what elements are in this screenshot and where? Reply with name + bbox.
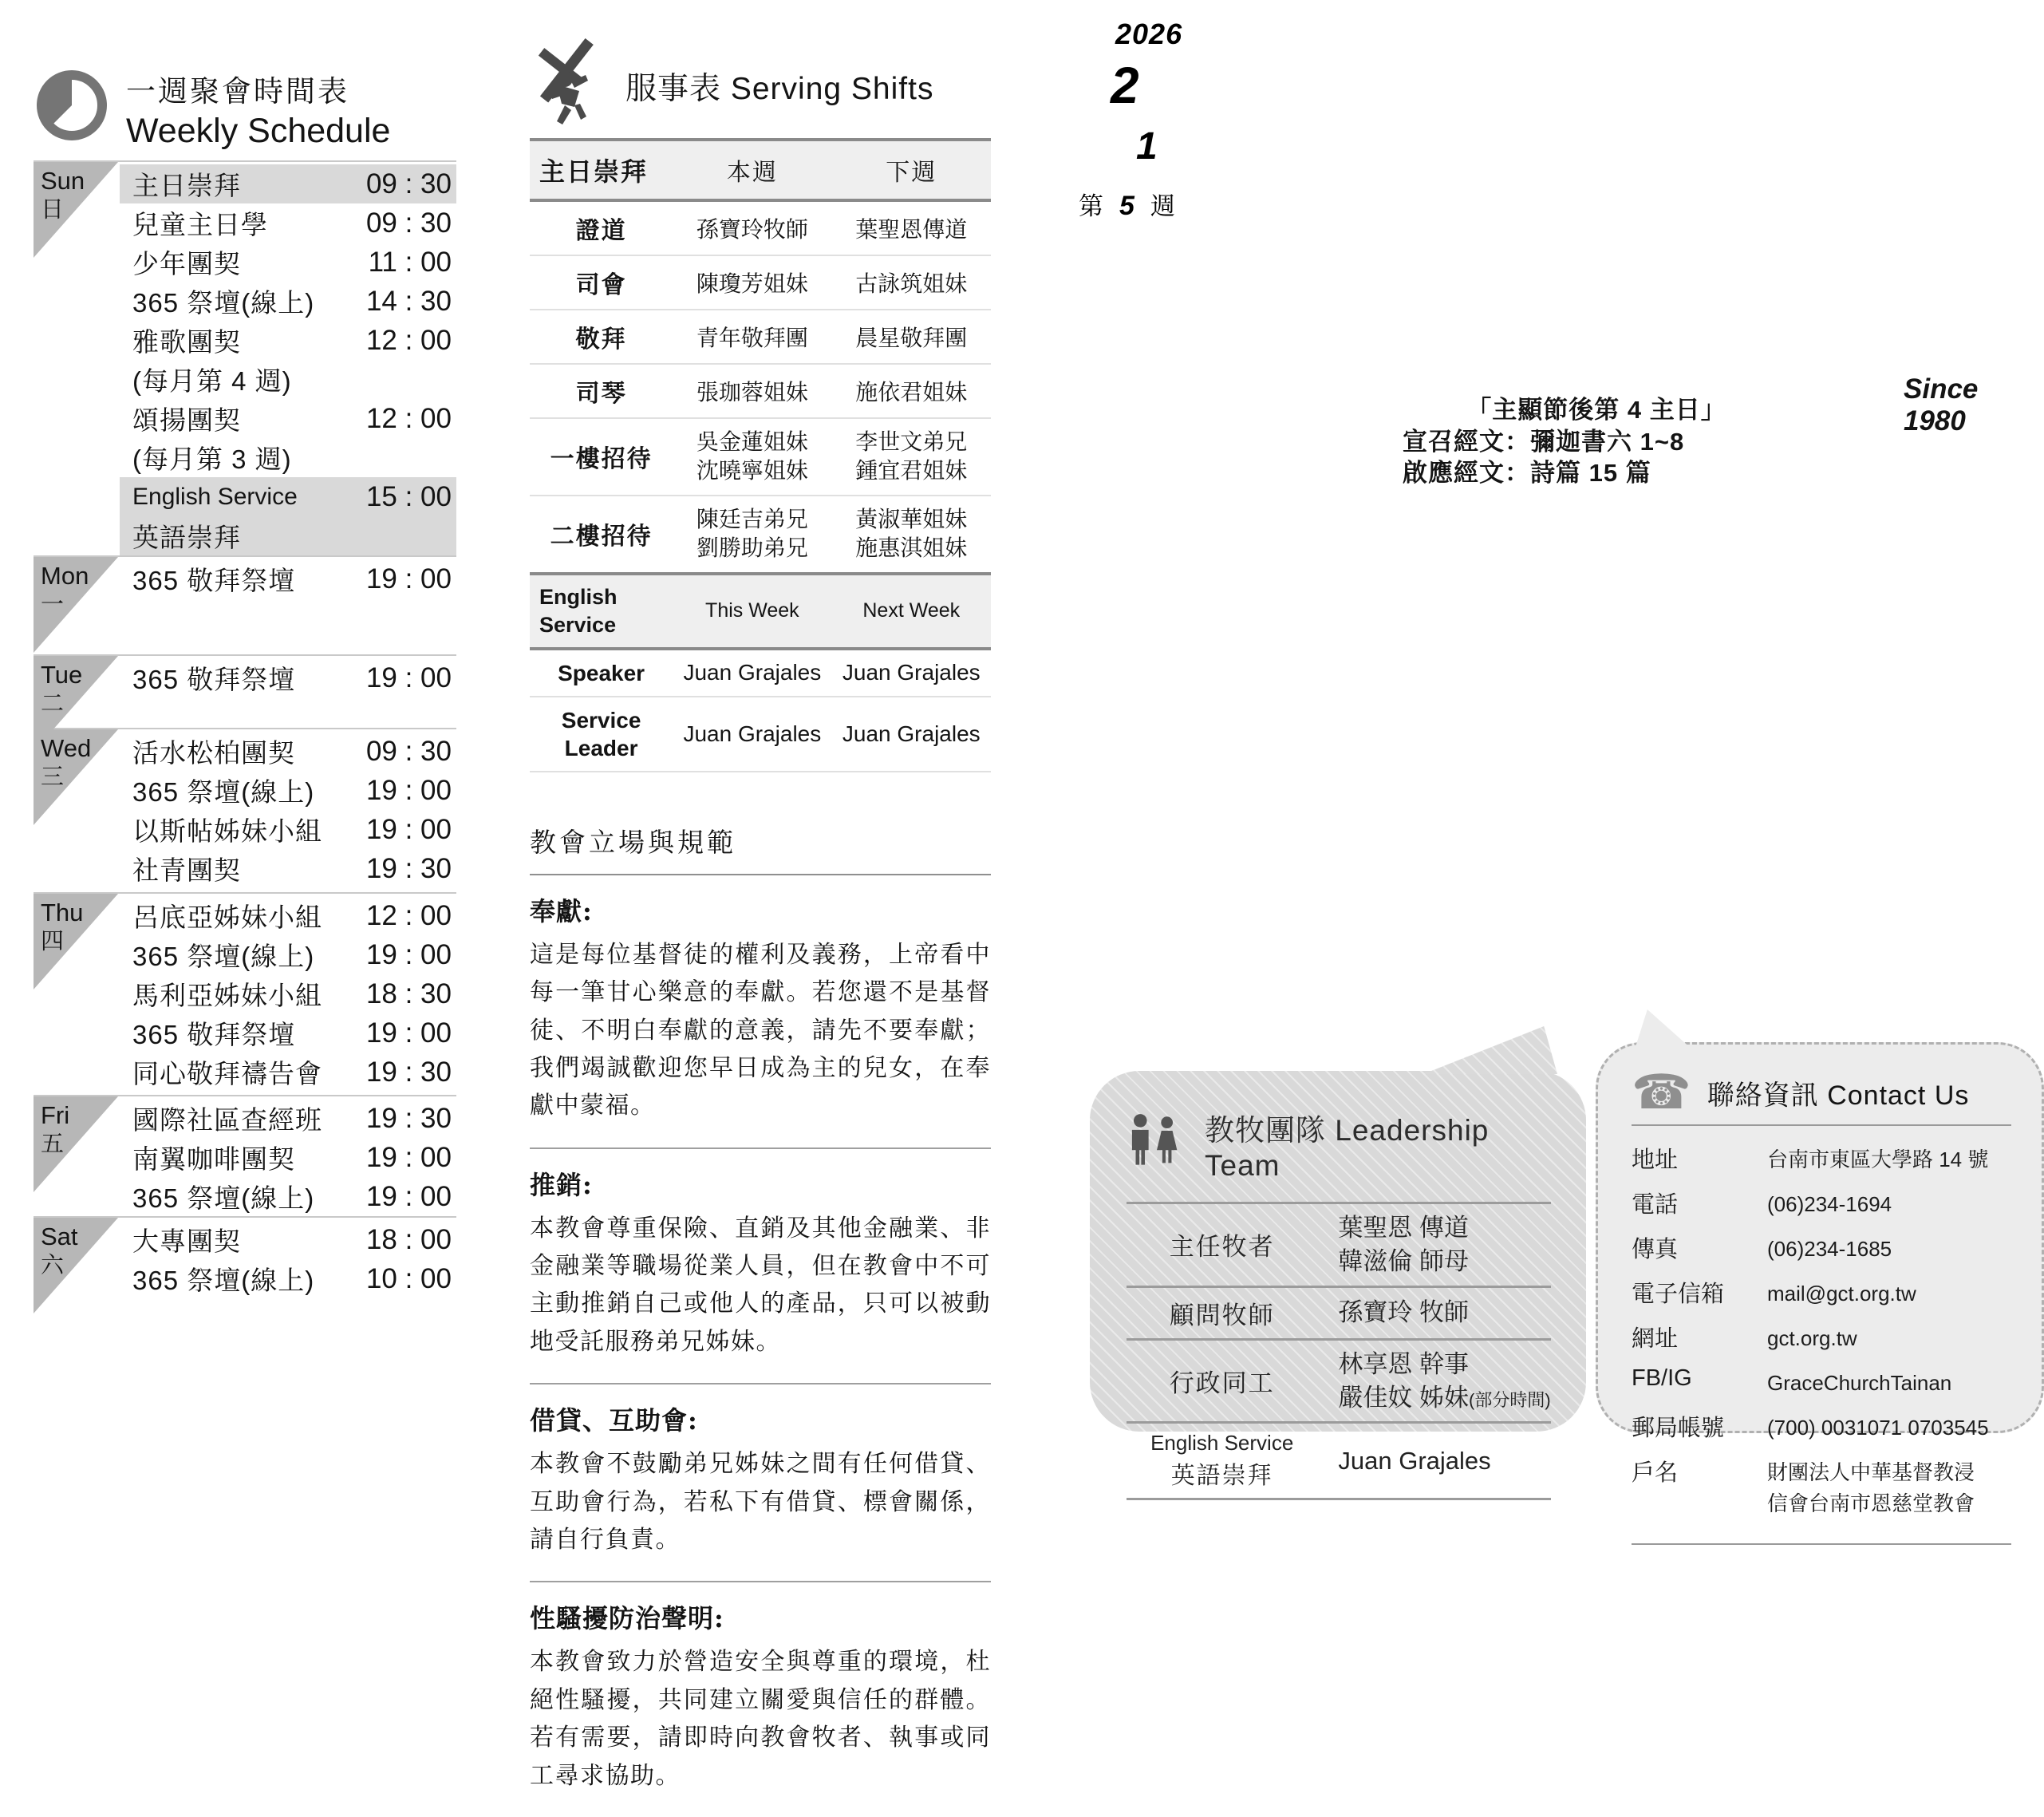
contact-row-website	[1632, 1321, 2011, 1354]
shift-this-week: 孫寶玲牧師	[673, 200, 831, 255]
weekly-day-wed	[34, 728, 456, 892]
item-time: 19 : 00	[365, 774, 452, 806]
day-abbr: Wed	[41, 734, 92, 762]
contact-row-fax	[1632, 1231, 2011, 1265]
contact-label: 電子信箱	[1632, 1282, 1725, 1307]
item-time: 12 : 00	[365, 899, 452, 931]
weekly-day-tue	[34, 654, 456, 728]
shift-next-week: 施依君姐妹	[832, 364, 991, 418]
shifts-header-next-week: 下週	[832, 140, 991, 200]
leadership-names	[1317, 1339, 1551, 1423]
table-row	[530, 418, 991, 496]
contact-label: FB/IG	[1632, 1365, 1692, 1391]
shifts-header-this-week: 本週	[673, 140, 831, 200]
weekly-schedule-header	[34, 67, 456, 151]
leadership-names: 孫寶玲 牧師	[1317, 1286, 1551, 1339]
contact-row-phone	[1632, 1187, 2011, 1220]
day-zh: 二	[41, 691, 65, 717]
policy-offering	[530, 875, 991, 1149]
schedule-item	[120, 1138, 456, 1177]
serving-shifts-title: 服事表 Serving Shifts	[625, 71, 934, 106]
weekly-title-zh: 一週聚會時間表	[126, 75, 349, 108]
table-row	[1127, 1423, 1551, 1499]
day-abbr: Tue	[41, 661, 83, 689]
schedule-item	[120, 1099, 456, 1138]
person-name: 劉勝助弟兄	[696, 535, 808, 561]
shift-role: Speaker	[530, 649, 673, 697]
item-name: 南翼咖啡團契	[132, 1144, 295, 1174]
item-name: 大專團契	[132, 1226, 241, 1256]
week-number: 5	[1119, 191, 1134, 221]
table-row	[1127, 1339, 1551, 1423]
item-name: 365 敬拜祭壇	[132, 1020, 296, 1049]
policy-body: 本教會不鼓勵弟兄姊妹之間有任何借貸、互助會行為，若私下有借貸、標會關係，請自行負責。	[530, 1450, 991, 1554]
schedule-item	[120, 849, 456, 888]
item-name: 365 祭壇(線上)	[132, 288, 315, 318]
day-label-wed	[34, 729, 120, 892]
table-row	[530, 697, 991, 772]
item-time: 11 : 00	[368, 246, 452, 278]
day-zh: 三	[41, 764, 65, 791]
shift-next-week: 古詠筑姐妹	[832, 255, 991, 310]
policy-body: 這是每位基督徒的權利及義務，上帝看中每一筆甘心樂意的奉獻。若您還不是基督徒、不明白奉獻的意義，請先不要奉獻；我們竭誠歡迎您早日成為主的兒女，在奉獻中蒙福。	[530, 940, 991, 1120]
shift-role: 二樓招待	[530, 496, 673, 574]
item-time: 09 : 30	[365, 735, 452, 767]
schedule-item	[120, 399, 456, 438]
shift-role: Service Leader	[530, 697, 673, 772]
person-name: 韓滋倫 師母	[1338, 1246, 1470, 1275]
day-items	[120, 1218, 456, 1337]
serving-shifts-header	[530, 40, 991, 132]
item-name: 馬利亞姊妹小組	[132, 981, 322, 1010]
masthead-date	[1079, 18, 1182, 222]
schedule-item	[120, 203, 456, 243]
shift-next-week: 葉聖恩傳道	[832, 200, 991, 255]
day-label-thu	[34, 894, 120, 1095]
table-row	[530, 649, 991, 697]
day-items	[120, 557, 456, 654]
item-time: 15 : 00	[365, 480, 452, 512]
item-name: 活水松柏團契	[132, 738, 295, 768]
item-time: 10 : 00	[365, 1262, 452, 1294]
item-name: 兒童主日學	[132, 210, 268, 239]
item-time: 19 : 00	[365, 563, 452, 594]
item-name: 雅歌團契	[132, 327, 241, 357]
schedule-item	[120, 732, 456, 771]
contact-rows	[1632, 1142, 2011, 1545]
weekly-day-sun	[34, 160, 456, 555]
leadership-role: 行政同工	[1127, 1339, 1317, 1423]
weekly-day-sat	[34, 1216, 456, 1337]
contact-label: 電話	[1632, 1192, 1679, 1218]
clock-icon	[34, 67, 110, 148]
shift-next-week: Juan Grajales	[832, 697, 991, 772]
item-name: 主日崇拜	[132, 171, 241, 200]
schedule-item	[120, 477, 456, 516]
shift-next-week: 晨星敬拜團	[832, 310, 991, 364]
schedule-item	[120, 559, 456, 598]
schedule-item	[120, 896, 456, 935]
contact-label: 網址	[1632, 1326, 1679, 1352]
item-name: 365 祭壇(線上)	[132, 942, 315, 971]
scripture-block	[1403, 394, 1790, 489]
table-row	[530, 496, 991, 574]
contact-row-email	[1632, 1276, 2011, 1309]
contact-value: gct.org.tw	[1767, 1326, 1857, 1350]
leadership-names: Juan Grajales	[1317, 1423, 1551, 1499]
table-row	[530, 364, 991, 418]
item-time: 19 : 30	[365, 852, 452, 884]
shift-role: 司琴	[530, 364, 673, 418]
day-items	[120, 162, 456, 555]
weekly-schedule-titles	[126, 67, 390, 151]
shift-this-week: 張珈蓉姐妹	[673, 364, 831, 418]
item-name: 365 敬拜祭壇	[132, 566, 296, 595]
masthead-day: 1	[1136, 125, 1158, 168]
item-time: 18 : 00	[365, 1223, 452, 1255]
shift-role: 證道	[530, 200, 673, 255]
english-this-week-header: This Week	[673, 574, 831, 649]
english-next-week-header: Next Week	[832, 574, 991, 649]
leadership-team-title: 教牧團隊 Leadership Team	[1205, 1114, 1490, 1182]
item-name: 頌揚團契	[132, 405, 241, 435]
cross-bearer-icon	[530, 40, 613, 132]
item-name: 365 敬拜祭壇	[132, 665, 296, 694]
schedule-item	[120, 771, 456, 810]
contact-label: 戶名	[1632, 1460, 1679, 1486]
shift-this-week	[673, 496, 831, 574]
day-abbr: Thu	[41, 899, 84, 926]
contact-value: (06)234-1694	[1767, 1192, 1892, 1216]
contact-us-header	[1632, 1065, 2011, 1126]
person-name: 鍾宜君姐妹	[855, 458, 968, 484]
day-zh: 六	[41, 1253, 65, 1279]
english-service-header-row	[530, 574, 991, 649]
item-time: 12 : 00	[365, 402, 452, 434]
contact-row-postal-account	[1632, 1410, 2011, 1444]
contact-us-bubble	[1596, 1042, 2044, 1515]
item-time: 12 : 00	[365, 324, 452, 356]
policy-heading: 推銷:	[530, 1169, 593, 1200]
schedule-item	[120, 321, 456, 360]
table-row	[530, 200, 991, 255]
contact-row-social	[1632, 1365, 2011, 1399]
table-row	[1127, 1286, 1551, 1339]
item-name: 同心敬拜禱告會	[132, 1059, 322, 1088]
serving-shifts-table	[530, 138, 991, 772]
item-time: 19 : 00	[365, 1017, 452, 1049]
person-name: 葉聖恩 傳道	[1338, 1214, 1470, 1242]
item-time: 19 : 00	[365, 938, 452, 970]
part-time-note: (部分時間)	[1469, 1389, 1551, 1410]
item-time: 09 : 30	[365, 207, 452, 239]
item-time: 09 : 30	[365, 168, 452, 199]
schedule-item	[120, 1177, 456, 1216]
table-row	[1127, 1203, 1551, 1287]
contact-us-content	[1598, 1045, 2042, 1545]
leadership-role	[1127, 1423, 1317, 1499]
item-name: 365 祭壇(線上)	[132, 1266, 315, 1295]
speech-bubble-tail	[1635, 1009, 1692, 1049]
item-name: 365 祭壇(線上)	[132, 777, 315, 807]
contact-row-address	[1632, 1142, 2011, 1175]
table-row	[530, 255, 991, 310]
person-name: 吳金蓮姐妹	[696, 429, 808, 454]
schedule-item-note	[120, 438, 456, 477]
item-name: (每月第 3 週)	[132, 444, 292, 474]
schedule-item	[120, 516, 456, 555]
day-items	[120, 729, 456, 892]
policy-lending	[530, 1384, 991, 1582]
policy-body: 本教會尊重保險、直銷及其他金融業、非金融業等職場從業人員，但在教會中不可主動推銷自己或他人的產品，只可以被動地受託服務弟兄姊妹。	[530, 1214, 991, 1356]
item-time: 19 : 00	[365, 1141, 452, 1173]
contact-value: GraceChurchTainan	[1767, 1371, 1952, 1395]
leadership-role: 顧問牧師	[1127, 1286, 1317, 1339]
schedule-item	[120, 935, 456, 974]
day-abbr: Sat	[41, 1223, 78, 1250]
role-english: English Service	[1150, 1431, 1294, 1456]
shift-this-week: Juan Grajales	[673, 697, 831, 772]
account-name-line: 信會台南市恩慈堂教會	[1767, 1491, 1975, 1515]
policy-heading: 性騷擾防治聲明:	[530, 1603, 724, 1634]
schedule-item	[120, 658, 456, 697]
policy-solicitation	[530, 1149, 991, 1385]
contact-label: 地址	[1632, 1147, 1679, 1173]
item-time: 18 : 30	[365, 978, 452, 1009]
leadership-table	[1127, 1202, 1551, 1500]
policy-harassment	[530, 1582, 991, 1817]
shifts-header-service: 主日崇拜	[530, 140, 673, 200]
shift-this-week: Juan Grajales	[673, 649, 831, 697]
contact-value: (06)234-1685	[1767, 1237, 1892, 1261]
item-time: 19 : 00	[365, 813, 452, 845]
schedule-item	[120, 164, 456, 203]
item-time: 19 : 00	[365, 662, 452, 693]
item-name: 呂底亞姊妹小組	[132, 903, 322, 932]
item-name: English Service	[132, 483, 298, 510]
person-name: 嚴佳妏 姊妹(部分時間)	[1338, 1383, 1551, 1412]
weekly-title-en: Weekly Schedule	[126, 112, 391, 150]
since-1980-label: Since 1980	[1904, 373, 1979, 436]
shifts-header-row	[530, 140, 991, 200]
weekly-schedule-section	[34, 67, 456, 1337]
person-name: 沈曉寧姐妹	[696, 458, 808, 484]
person-name: 林享恩 幹事	[1338, 1349, 1470, 1378]
shift-this-week: 青年敬拜團	[673, 310, 831, 364]
day-label-tue	[34, 656, 120, 728]
shift-next-week: Juan Grajales	[832, 649, 991, 697]
role-chinese: 英語崇拜	[1170, 1463, 1273, 1490]
item-time: 19 : 30	[365, 1102, 452, 1134]
person-name: 施惠淇姐妹	[855, 535, 968, 561]
contact-row-account-name	[1632, 1455, 2011, 1519]
leadership-role: 主任牧者	[1127, 1203, 1317, 1287]
item-name: 少年團契	[132, 249, 241, 278]
day-zh: 一	[41, 592, 65, 618]
day-items	[120, 894, 456, 1095]
item-time: 14 : 30	[365, 285, 452, 317]
week-suffix: 週	[1150, 192, 1175, 220]
contact-value: (700) 0031071 0703545	[1767, 1416, 1989, 1440]
schedule-item	[120, 1013, 456, 1053]
day-items	[120, 1096, 456, 1216]
day-label-sun	[34, 162, 120, 555]
policy-body: 本教會致力於營造安全與尊重的環境，杜絕性騷擾，共同建立關愛與信任的群體。若有需要，請即時向教會牧者、執事或同工尋求協助。	[530, 1648, 991, 1790]
person-name: 陳廷吉弟兄	[696, 506, 808, 531]
week-prefix: 第	[1079, 192, 1103, 220]
person-name: 黃淑華姐妹	[855, 506, 968, 531]
item-time: 19 : 00	[365, 1180, 452, 1212]
day-zh: 四	[41, 929, 65, 955]
schedule-item	[120, 810, 456, 849]
shift-role: 敬拜	[530, 310, 673, 364]
contact-us-title: 聯絡資訊 Contact Us	[1707, 1080, 1970, 1111]
day-items	[120, 656, 456, 728]
day-abbr: Fri	[41, 1101, 70, 1129]
item-name: 以斯帖姊妹小組	[132, 816, 322, 846]
policy-heading: 奉獻:	[530, 895, 593, 926]
leadership-team-content	[1090, 1071, 1586, 1500]
shift-this-week	[673, 418, 831, 496]
item-name: 國際社區查經班	[132, 1105, 322, 1135]
item-time: 19 : 30	[365, 1056, 452, 1088]
account-name-line: 財團法人中華基督教浸	[1767, 1460, 1975, 1484]
responsive-reading-verse: 啟應經文：詩篇 15 篇	[1403, 459, 1651, 488]
weekly-day-fri	[34, 1095, 456, 1216]
day-abbr: Sun	[41, 167, 85, 195]
call-to-worship-verse: 宣召經文：彌迦書六 1~8	[1403, 427, 1685, 456]
people-icon	[1127, 1113, 1187, 1176]
contact-value: mail@gct.org.tw	[1767, 1282, 1916, 1305]
day-zh: 日	[41, 197, 65, 223]
serving-shifts-section	[530, 40, 991, 1817]
day-abbr: Mon	[41, 562, 89, 590]
schedule-item-note	[120, 360, 456, 399]
sunday-occasion: 「主顯節後第 4 主日」	[1466, 396, 1726, 424]
item-name: (每月第 4 週)	[132, 366, 292, 396]
schedule-item	[120, 1259, 456, 1298]
table-row	[530, 310, 991, 364]
schedule-item	[120, 243, 456, 282]
weekly-day-mon	[34, 555, 456, 654]
item-name: 社青團契	[132, 855, 241, 885]
leadership-team-bubble	[1090, 1071, 1586, 1490]
phone-icon: ☎	[1632, 1065, 1691, 1119]
english-service-header: English Service	[530, 574, 673, 649]
leadership-team-header	[1127, 1106, 1551, 1183]
contact-label: 傳真	[1632, 1237, 1679, 1262]
speech-bubble-tail	[1423, 1026, 1557, 1074]
contact-value: 台南市東區大學路 14 號	[1767, 1147, 1989, 1171]
shift-role: 司會	[530, 255, 673, 310]
masthead-month: 2	[1111, 57, 1139, 114]
person-name: 李世文弟兄	[855, 429, 968, 454]
masthead-week	[1079, 186, 1182, 222]
day-zh: 五	[41, 1132, 65, 1158]
shift-this-week: 陳瓊芳姐妹	[673, 255, 831, 310]
weekly-day-thu	[34, 892, 456, 1095]
masthead-year: 2026	[1115, 18, 1183, 50]
day-label-fri	[34, 1096, 120, 1216]
item-name: 英語崇拜	[132, 523, 241, 552]
contact-value	[1767, 1455, 1975, 1519]
day-label-sat	[34, 1218, 120, 1337]
shift-next-week	[832, 418, 991, 496]
schedule-item	[120, 1053, 456, 1092]
schedule-item	[120, 282, 456, 321]
policies-title: 教會立場與規範	[530, 822, 991, 875]
schedule-item	[120, 1220, 456, 1259]
leadership-names	[1317, 1203, 1551, 1287]
schedule-item	[120, 974, 456, 1013]
item-name: 365 祭壇(線上)	[132, 1183, 315, 1213]
contact-label: 郵局帳號	[1632, 1416, 1725, 1441]
church-policies-section	[530, 822, 991, 1817]
day-label-mon	[34, 557, 120, 654]
shift-next-week	[832, 496, 991, 574]
policy-heading: 借貸、互助會:	[530, 1405, 698, 1436]
shift-role: 一樓招待	[530, 418, 673, 496]
